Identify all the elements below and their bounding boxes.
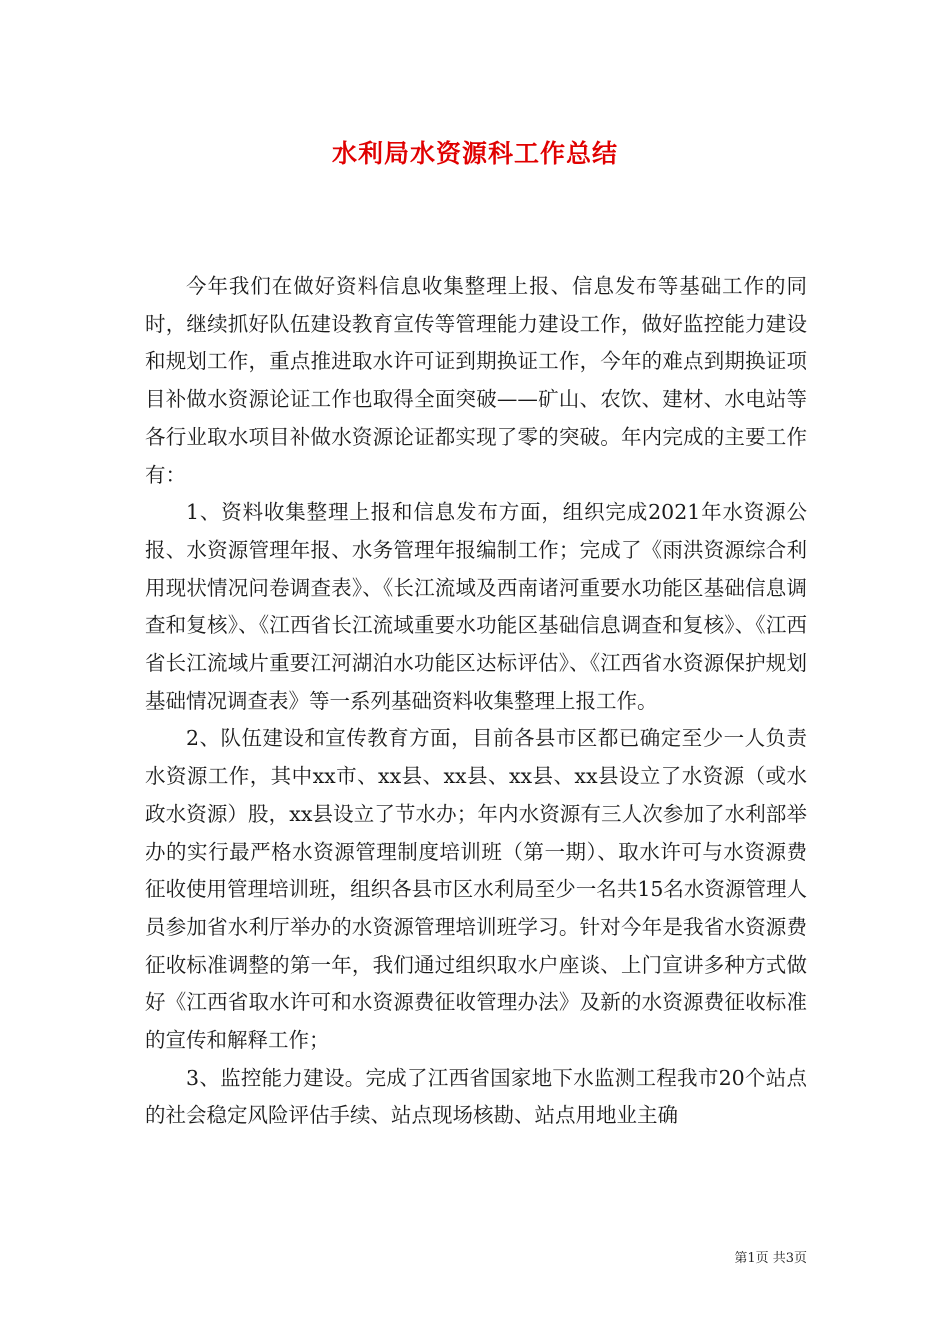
paragraph-item-2: 2、队伍建设和宣传教育方面，目前各县市区都已确定至少一人负责水资源工作，其中xx市、xx县、xx县、xx县、xx县设立了水资源（或水政水资源）股，xx县设立了节水办；年内水资源有三人次参加了水利部举办的实行最严格水资源管理制度培训班（第一期）、取水许可与水资源费征收使用管理培训班，组织各县市区水利局至少一名共15名水资源管理人员参加省水利厅举办的水资源管理培训班学习。针对今年是我省水资源费征收标准调整的第一年，我们通过组织取水户座谈、上门宣讲多种方式做好《江西省取水许可和水资源费征收管理办法》及新的水资源费征收标准的宣传和解释工作； xyxy=(145,726,807,1053)
paragraph-intro: 今年我们在做好资料信息收集整理上报、信息发布等基础工作的同时，继续抓好队伍建设教育宣传等管理能力建设工作，做好监控能力建设和规划工作，重点推进取水许可证到期换证工作，今年的难点到期换证项目补做水资源论证工作也取得全面突破——矿山、农饮、建材、水电站等各行业取水项目补做水资源论证都实现了零的突破。年内完成的主要工作有： xyxy=(145,274,807,487)
paragraph-item-1: 1、资料收集整理上报和信息发布方面，组织完成2021年水资源公报、水资源管理年报、水务管理年报编制工作；完成了《雨洪资源综合利用现状情况问卷调查表》、《长江流域及西南诸河重要水功能区基础信息调查和复核》、《江西省长江流域重要水功能区基础信息调查和复核》、《江西省长江流域片重要江河湖泊水功能区达标评估》、《江西省水资源保护规划基础情况调查表》等一系列基础资料收集整理上报工作。 xyxy=(145,500,807,713)
page-title: 水利局水资源科工作总结 xyxy=(331,139,618,168)
document-body xyxy=(145,268,807,1135)
page-number-footer: 第1页 共3页 xyxy=(734,1251,807,1266)
paragraph-item-3: 3、监控能力建设。完成了江西省国家地下水监测工程我市20个站点的社会稳定风险评估手续、站点现场核勘、站点用地业主确 xyxy=(145,1065,807,1128)
